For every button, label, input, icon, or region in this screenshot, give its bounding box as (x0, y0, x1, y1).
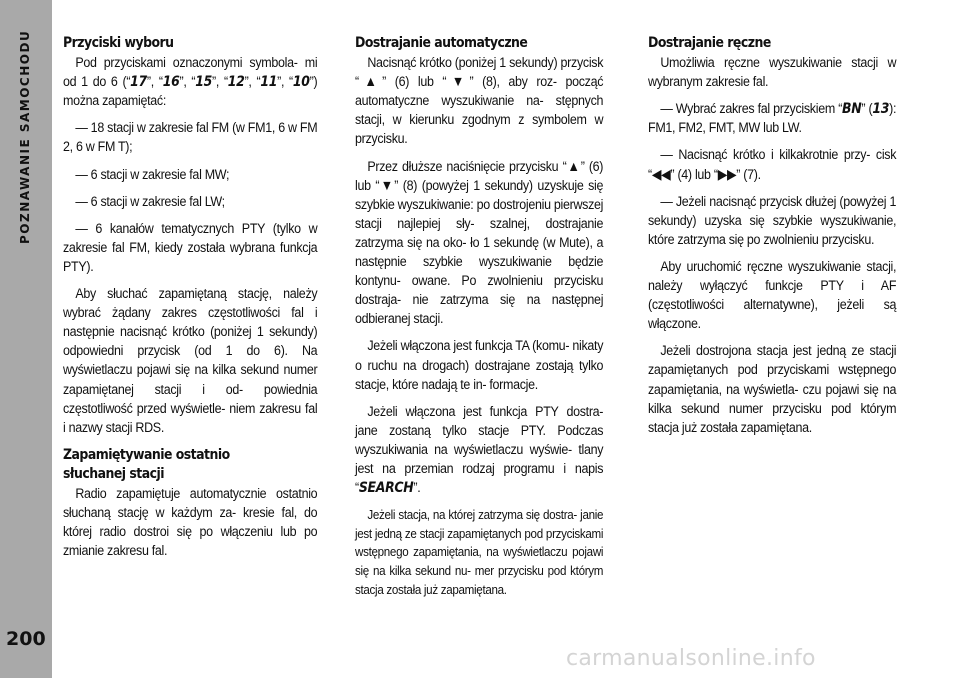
paragraph: Przez dłuższe naciśnięcie przycisku “▲” (6) lub “▼” (8) (powyżej 1 sekundy) uzyskuje się szybkie wyszukiwanie: po dostrojeniu pierwszej stacji najlepiej sły- szalnej, dostrajanie zatrzyma się na oko- ło 1 sekundę (w Mute), a następnie szybkie wyszukiwanie będzie kontynu- owane. Po zwolnieniu przycisku dostraja- nie zatrzyma się na następnej odbieranej stacji. (355, 158, 604, 328)
heading-auto-tuning: Dostrajanie automatyczne (355, 35, 528, 51)
column-3 (648, 34, 896, 446)
paragraph: — Wybrać zakres fal przyciskiem “BN” (13): FM1, FM2, FMT, MW lub LW. (648, 101, 897, 137)
heading-preset-buttons: Przyciski wyboru (63, 35, 174, 51)
list-item: — 6 kanałów tematycznych PTY (tylko w zakresie fal FM, kiedy została wybrana funkcja PTY). (63, 220, 318, 275)
paragraph: — Nacisnąć krótko i kilkakrotnie przy- cisk “◀◀” (4) lub “▶▶” (7). (648, 147, 897, 183)
paragraph: Aby uruchomić ręczne wyszukiwanie stacji, należy wyłączyć funkcje PTY i AF (częstotliwości alternatywne), jeżeli są włączone. (648, 258, 897, 333)
paragraph-note: Jeżeli stacja, na której zatrzyma się dostra- janie jest jedną ze stacji zapamiętanych pod przyciskami wstępnego zapamiętania, na wyświetlaczu pojawi się na kilka sekund nu- mer przycisku pod którym stacja została już zapamiętana. (355, 507, 604, 597)
list-item: — 18 stacji w zakresie fal FM (w FM1, 6 w FM 2, 6 w FM T); (63, 120, 318, 156)
heading-last-station: Zapamiętywanie ostatnio słuchanej stacji (63, 446, 230, 482)
paragraph: Jeżeli włączona jest funkcja TA (komu- nikaty o ruchu na drogach) dostrajane zostają tylko stacje, które nadają te in- formacje. (355, 338, 604, 393)
paragraph: Nacisnąć krótko (poniżej 1 sekundy) przycisk “▲” (6) lub “▼” (8), aby roz- począć automatyczne wyszukiwanie na- stępnych stacji, w kierunku zgodnym z symbolem w przycisku. (355, 55, 604, 148)
page-number: 200 (6, 628, 46, 650)
list-item: — 6 stacji w zakresie fal MW; (75, 166, 230, 183)
sidebar (0, 0, 52, 678)
paragraph: Pod przyciskami oznaczonymi symbola- mi od 1 do 6 (“17”, “16”, “15”, “12”, “11”, “10”) można zapamiętać: (63, 55, 318, 110)
paragraph: Aby słuchać zapamiętaną stację, należy wybrać żądany zakres częstotliwości fal i następnie nacisnąć krótko (poniżej 1 sekundy) odpowiedni przycisk (od 1 do 6). Na wyświetlaczu pojawi się na kilka sekund numer zapamiętanej stacji i od- powiednia częstotliwość przed wyświetle- niem zakresu fal i nazwy stacji RDS. (63, 286, 318, 436)
paragraph: Jeżeli dostrojona stacja jest jedną ze stacji zapamiętanych pod przyciskami wstępnego zapamiętania, na wyświetla- czu pojawi się na kilka sekund numer przycisku pod którym stacja już została zapamiętana. (648, 343, 897, 436)
paragraph: Radio zapamiętuje automatycznie ostatnio słuchaną stację w każdym za- kresie fal, do której radio dostroi się po włączeniu lub po zmianie zakresu fal. (63, 485, 318, 560)
paragraph: — Jeżeli nacisnąć przycisk dłużej (powyżej 1 sekundy) uzyska się szybkie wyszukiwanie, które zatrzyma się po zwolnieniu przycisku. (648, 193, 897, 248)
section-label: POZNAWANIE SAMOCHODU (18, 30, 32, 245)
list-item: — 6 stacji w zakresie fal LW; (75, 193, 225, 210)
paragraph: Umożliwia ręczne wyszukiwanie stacji w wybranym zakresie fal. (648, 55, 897, 91)
paragraph: Jeżeli włączona jest funkcja PTY dostra- jane zostaną tylko stacje PTY. Podczas wyszukiwania na wyświetlaczu wyświe- tlany jest na przemian rodzaj programu i napis “SEARCH”. (355, 403, 604, 497)
heading-manual-tuning: Dostrajanie ręczne (648, 35, 771, 51)
column-2 (355, 34, 603, 607)
column-1 (63, 34, 317, 569)
watermark: carmanualsonline.info (566, 646, 816, 671)
